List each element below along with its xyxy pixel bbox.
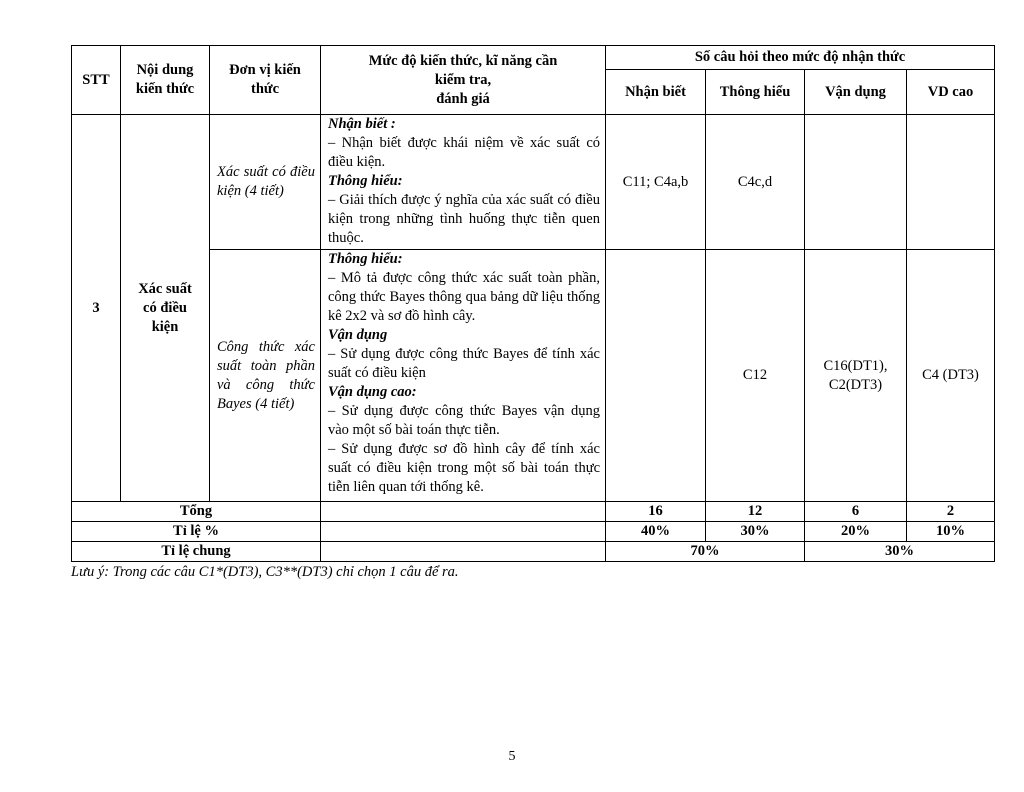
- level-text: – Giải thích được ý nghĩa của xác suất có điều kiện trong những tình huống thực tiễn quen thuộc.: [328, 192, 600, 246]
- level-heading: Thông hiểu:: [328, 251, 403, 267]
- matrix-table: [71, 45, 995, 562]
- row-noi-dung: Xác suất có điều kiện: [121, 115, 210, 502]
- header-so-cau: Số câu hỏi theo mức độ nhận thức: [606, 46, 995, 70]
- cell-thong-hieu-2: C12: [706, 250, 805, 502]
- header-nhan-biet: Nhận biết: [606, 70, 706, 115]
- cell-nhan-biet-1: C11; C4a,b: [606, 115, 706, 250]
- overall-ratio-row: [72, 542, 995, 562]
- header-muc-do-line2: đánh giá: [436, 90, 490, 107]
- level-text: – Mô tả được công thức xác suất toàn phần, công thức Bayes thông qua bảng dữ liệu thống kê 2x2 và sơ đồ hình cây.: [328, 270, 600, 324]
- cell-vd-cao-1: [907, 115, 995, 250]
- ratio-row: [72, 522, 995, 542]
- level-heading: Nhận biết :: [328, 116, 396, 132]
- level-text: – Sử dụng được công thức Bayes để tính xác suất có điều kiện: [328, 346, 600, 381]
- ti-le-chung-empty: [321, 542, 606, 562]
- ti-le-chung-left: 70%: [606, 542, 805, 562]
- ti-le-empty: [321, 522, 606, 542]
- ti-le-vd-cao: 10%: [907, 522, 995, 542]
- header-vd-cao: VD cao: [907, 70, 995, 115]
- unit-description-2: [321, 250, 606, 502]
- tong-van-dung: 6: [805, 502, 907, 522]
- unit-description-1: [321, 115, 606, 250]
- header-thong-hieu: Thông hiểu: [706, 70, 805, 115]
- cell-thong-hieu-1: C4c,d: [706, 115, 805, 250]
- cell-van-dung-1: [805, 115, 907, 250]
- header-noi-dung: Nội dung kiến thức: [121, 46, 210, 115]
- tong-thong-hieu: 12: [706, 502, 805, 522]
- unit-name-2: Công thức xác suất toàn phần và công thức Bayes (4 tiết): [210, 250, 321, 502]
- total-row: [72, 502, 995, 522]
- tong-nhan-biet: 16: [606, 502, 706, 522]
- header-don-vi: Đơn vị kiến thức: [210, 46, 321, 115]
- footnote: Lưu ý: Trong các câu C1*(DT3), C3**(DT3) chỉ chọn 1 câu để ra.: [71, 564, 459, 580]
- header-muc-do: [321, 46, 606, 115]
- level-text: – Nhận biết được khái niệm về xác suất có điều kiện.: [328, 135, 600, 170]
- page-number: 5: [508, 749, 516, 764]
- ti-le-van-dung: 20%: [805, 522, 907, 542]
- level-text: – Sử dụng được sơ đồ hình cây để tính xác suất có điều kiện trong một số bài toán thực tiễn liên quan tới thống kê.: [328, 441, 600, 495]
- ti-le-chung-label: Tỉ lệ chung: [72, 542, 321, 562]
- level-heading: Thông hiểu:: [328, 173, 403, 189]
- tong-empty: [321, 502, 606, 522]
- header-muc-do-line1: Mức độ kiến thức, kĩ năng cần kiểm tra,: [368, 52, 558, 88]
- table-row: [72, 250, 995, 502]
- level-text: – Sử dụng được công thức Bayes vận dụng vào một số bài toán thực tiễn.: [328, 403, 600, 438]
- ti-le-nhan-biet: 40%: [606, 522, 706, 542]
- tong-label: Tổng: [72, 502, 321, 522]
- level-heading: Vận dụng: [328, 327, 388, 343]
- ti-le-chung-right: 30%: [805, 542, 995, 562]
- cell-van-dung-2: C16(DT1), C2(DT3): [805, 250, 907, 502]
- ti-le-label: Tỉ lệ %: [72, 522, 321, 542]
- unit-name-1: Xác suất có điều kiện (4 tiết): [210, 115, 321, 250]
- level-heading: Vận dụng cao:: [328, 384, 417, 400]
- header-stt: STT: [72, 46, 121, 115]
- header-van-dung: Vận dụng: [805, 70, 907, 115]
- row-stt: 3: [72, 115, 121, 502]
- cell-vd-cao-2: C4 (DT3): [907, 250, 995, 502]
- table-row: [72, 115, 995, 250]
- ti-le-thong-hieu: 30%: [706, 522, 805, 542]
- cell-nhan-biet-2: [606, 250, 706, 502]
- tong-vd-cao: 2: [907, 502, 995, 522]
